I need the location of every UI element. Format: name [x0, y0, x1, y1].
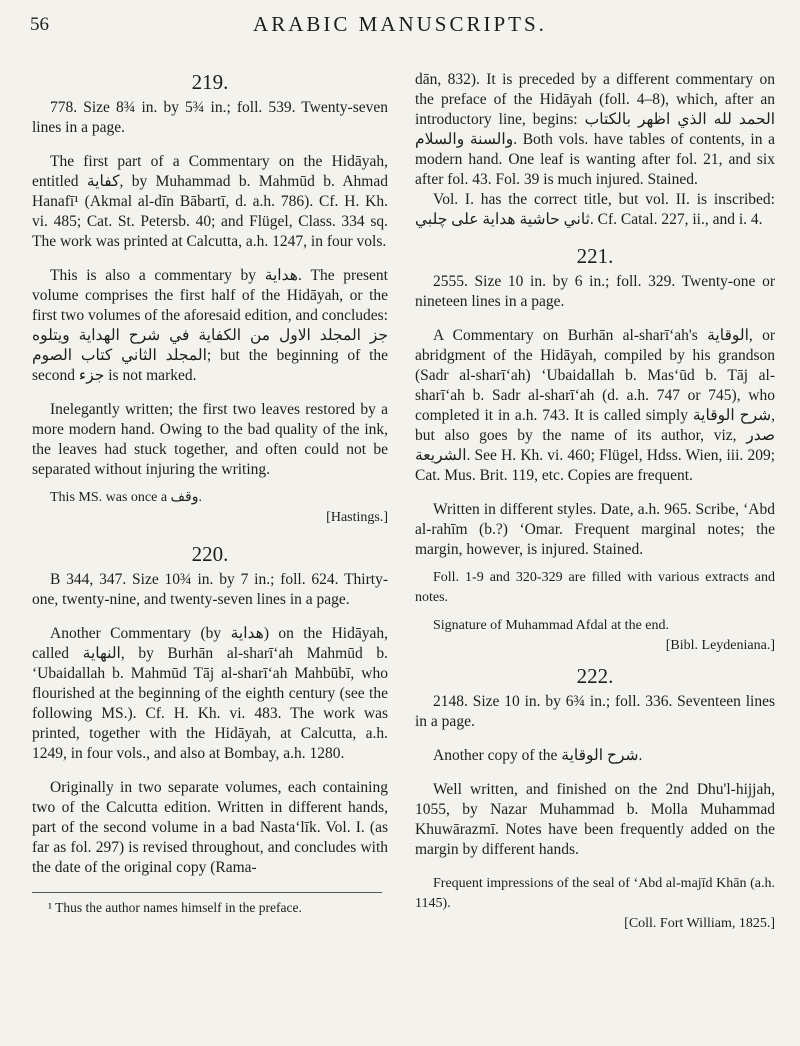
- entry-219-paragraph-4: This MS. was once a وقف.: [50, 490, 202, 505]
- entry-219-description: 778. Size 8¾ in. by 5¾ in.; foll. 539. Twenty-seven lines in a page.: [32, 99, 388, 136]
- entry-220-title-note: Vol. I. has the correct title, but vol. II. is inscribed: ثاني حاشية هداية على چلبي. Cf. Catal. 227, ii., and i. 4.: [415, 191, 775, 228]
- running-title: ARABIC MANUSCRIPTS.: [253, 12, 547, 36]
- entry-221-provenance: [Bibl. Leydeniana.]: [665, 638, 775, 653]
- entry-number-221: 221.: [576, 244, 614, 268]
- entry-221-description: 2555. Size 10 in. by 6 in.; foll. 329. Twenty-one or nineteen lines in a page.: [415, 273, 775, 310]
- entry-222-description: 2148. Size 10 in. by 6¾ in.; foll. 336. Seventeen lines in a page.: [415, 693, 775, 730]
- entry-219-provenance: [Hastings.]: [326, 510, 388, 525]
- entry-number-219: 219.: [191, 70, 229, 94]
- left-column: [32, 70, 388, 917]
- entry-221-paragraph-3: Foll. 1-9 and 320-329 are filled with various extracts and notes.: [415, 570, 775, 605]
- right-column: [415, 70, 775, 934]
- entry-221-paragraph-2: Written in different styles. Date, a.h. 965. Scribe, ‘Abd al-rahīm (b.?) ‘Omar. Frequent marginal notes; the margin, however, is injured. Stained.: [415, 501, 775, 558]
- entry-220-paragraph-1: Another Commentary (by هداية) on the Hidāyah, called النهاية, by Burhān al-sharī‘ah Mahmūd b. ‘Ubaidallah b. Mahmūd Tāj al-sharī‘ah Mahbūbī, who flourished at the beginning of the eighth century (see the following MS.). Cf. H. Kh. vi. 483. The work was printed, together with the Hidāyah, at Calcutta, a.h. 1249, in four vols., and also at Bombay, a.h. 1280.: [32, 625, 388, 762]
- entry-220-description: B 344, 347. Size 10¾ in. by 7 in.; foll. 624. Thirty-one, twenty-nine, and twenty-seven lines in a page.: [32, 571, 388, 608]
- entry-220-continuation: dān, 832). It is preceded by a different commentary on the preface of the Hidāyah (foll. 4–8), which, after an introductory line, begins: الحمد لله الذي اظهر بالكتاب والسنة والسلام. Both vols. have tables of contents, in a modern hand. One leaf is wanting after fol. 21, and six after fol. 43. Fol. 39 is much injured. Stained.: [415, 71, 776, 188]
- entry-219-paragraph-3: Inelegantly written; the first two leaves restored by a more modern hand. Owing to the bad quality of the ink, the leaves had stuck together, and often could not be separated without injuring the writing.: [32, 401, 388, 478]
- entry-219-paragraph-2: This is also a commentary by هداية. The present volume comprises the first half of the Hidāyah, or the first two volumes of the aforesaid edition, and concludes: جز المجلد الاول من الكفاية في شرح الهداية ويتلوه المجلد الثاني كتاب الصوم; but the beginning of the second جزء is not marked.: [32, 267, 389, 384]
- page-number: 56: [30, 14, 49, 35]
- footnote-rule: [32, 892, 382, 893]
- entry-222-provenance: [Coll. Fort William, 1825.]: [624, 916, 775, 931]
- footnote: ¹ Thus the author names himself in the preface.: [48, 900, 302, 915]
- page-header: [0, 8, 800, 44]
- entry-221-paragraph-1: A Commentary on Burhān al-sharī‘ah's الوقاية, or abridgment of the Hidāyah, compiled by his grandson (Sadr al-sharī‘ah) ‘Ubaidallah b. Mas‘ūd b. Tāj al-sharī‘ah b. Sadr al-sharī‘ah (d. a.h. 747 or 745), who completed it in a.h. 743. It is called simply شرح الوقاية, but also goes by the name of its author, viz, صدر الشريعة. See H. Kh. vi. 460; Flügel, Hdss. Wien, iii. 209; Cat. Mus. Brit. 119, etc. Copies are frequent.: [415, 327, 775, 484]
- entry-222-paragraph-3: Frequent impressions of the seal of ‘Abd al-majīd Khān (a.h. 1145).: [415, 876, 775, 911]
- entry-number-222: 222.: [576, 664, 614, 688]
- entry-222-paragraph-2: Well written, and finished on the 2nd Dhu'l-hijjah, 1055, by Nazar Muhammad b. Molla Muhammad Khuwārazmī. Notes have been frequently added on the margin by different hands.: [415, 781, 775, 858]
- entry-219-paragraph-1: The first part of a Commentary on the Hidāyah, entitled كفاية, by Muhammad b. Mahmūd b. Ahmad Hanafī¹ (Akmal al-dīn Bābartī, d. a.h. 786). Cf. H. Kh. vi. 485; Cat. St. Petersb. 40; and Flügel, Class. 334 sq. The work was printed at Calcutta, a.h. 1247, in four vols.: [32, 153, 388, 250]
- entry-222-paragraph-1: Another copy of the شرح الوقاية.: [433, 747, 643, 764]
- entry-221-paragraph-4: Signature of Muhammad Afdal at the end.: [433, 618, 669, 633]
- entry-number-220: 220.: [191, 542, 229, 566]
- entry-220-paragraph-2: Originally in two separate volumes, each containing two of the Calcutta edition. Written in different hands, part of the second volume in a bad Nasta‘līk. Vol. I. (as far as fol. 297) is revised throughout, and concludes with the date of the original copy (Rama-: [32, 779, 388, 876]
